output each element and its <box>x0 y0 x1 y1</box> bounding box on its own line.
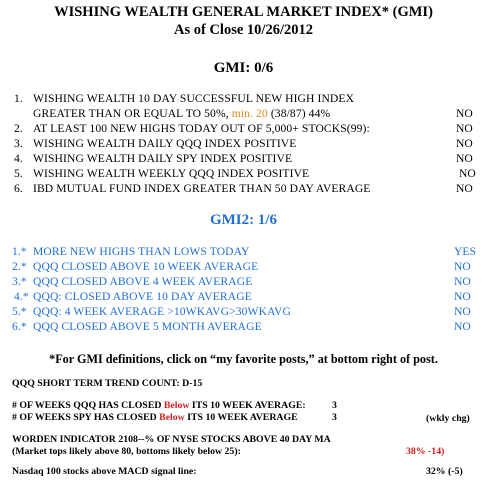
definitions-note: *For GMI definitions, click on “my favorite posts,” at bottom right of post. <box>49 352 438 366</box>
gmi2-item-2-answer: NO <box>454 260 471 273</box>
gmi-item-1-text-b: (38/87) 44% <box>267 107 331 120</box>
gmi2-item-1-answer: YES <box>454 245 476 258</box>
gmi-item-5-num: 5. <box>14 167 23 180</box>
gmi-item-1-answer: NO <box>456 107 473 120</box>
gmi2-item-3-num: 3.* <box>12 275 27 288</box>
gmi-item-1-text: WISHING WEALTH 10 DAY SUCCESSFUL NEW HIGH INDEX <box>33 92 355 105</box>
gmi-item-3-answer: NO <box>456 137 473 150</box>
gmi-item-5-answer: NO <box>459 167 476 180</box>
as-of-date: As of Close 10/26/2012 <box>174 22 313 38</box>
gmi2-item-4-answer: NO <box>454 290 471 303</box>
gmi2-item-4-num: 4.* <box>14 290 29 303</box>
trend-count: QQQ SHORT TERM TREND COUNT: D-15 <box>12 378 203 389</box>
gmi-item-6-num: 6. <box>14 182 23 195</box>
weeks-qqq-label-a: # OF WEEKS QQQ HAS CLOSED <box>12 400 164 411</box>
gmi-item-1-text-line2 <box>33 107 330 120</box>
weeks-qqq-below-word: Below <box>163 400 190 411</box>
weeks-spy-below <box>12 412 298 423</box>
gmi2-item-5-num: 5.* <box>12 305 27 318</box>
page-title: WISHING WEALTH GENERAL MARKET INDEX* (GMI) <box>54 4 433 20</box>
gmi2-item-2-num: 2.* <box>12 260 27 273</box>
gmi2-item-6-text: QQQ CLOSED ABOVE 5 MONTH AVERAGE <box>33 320 262 333</box>
gmi-item-4-answer: NO <box>456 152 473 165</box>
gmi2-item-5-answer: NO <box>454 305 471 318</box>
weeks-qqq-below <box>12 400 306 411</box>
gmi2-item-6-answer: NO <box>454 320 471 333</box>
gmi-item-3-num: 3. <box>14 137 23 150</box>
gmi-item-1-text-a: GREATER THAN OR EQUAL TO 50%, <box>33 107 232 120</box>
gmi-item-4-text: WISHING WEALTH DAILY SPY INDEX POSITIVE <box>33 152 293 165</box>
weeks-qqq-value: 3 <box>332 400 337 411</box>
gmi-item-1-num: 1. <box>14 92 23 105</box>
gmi-item-2-answer: NO <box>456 122 473 135</box>
gmi-item-3-text: WISHING WEALTH DAILY QQQ INDEX POSITIVE <box>33 137 297 150</box>
gmi2-item-3-text: QQQ CLOSED ABOVE 4 WEEK AVERAGE <box>33 275 253 288</box>
weeks-spy-label-a: # OF WEEKS SPY HAS CLOSED <box>12 412 160 423</box>
gmi-item-4-num: 4. <box>14 152 23 165</box>
gmi2-item-4-text: QQQ: CLOSED ABOVE 10 DAY AVERAGE <box>33 290 252 303</box>
weeks-qqq-label-b: ITS 10 WEEK AVERAGE: <box>189 400 306 411</box>
worden-value: 38% -14) <box>406 446 445 457</box>
worden-subtitle: (Market tops likely above 80, bottoms likely below 25): <box>12 446 241 457</box>
weeks-spy-label-b: ITS 10 WEEK AVERAGE <box>184 412 298 423</box>
gmi2-item-5-text: QQQ: 4 WEEK AVERAGE >10WKAVG>30WKAVG <box>33 305 291 318</box>
nasdaq-macd-label: Nasdaq 100 stocks above MACD signal line: <box>12 466 197 477</box>
gmi-item-2-text: AT LEAST 100 NEW HIGHS TODAY OUT OF 5,000+ STOCKS(99): <box>33 122 370 135</box>
gmi-item-5-text: WISHING WEALTH WEEKLY QQQ INDEX POSITIVE <box>33 167 310 180</box>
gmi2-item-1-text: MORE NEW HIGHS THAN LOWS TODAY <box>33 245 250 258</box>
gmi2-item-6-num: 6.* <box>12 320 27 333</box>
gmi2-item-2-text: QQQ CLOSED ABOVE 10 WEEK AVERAGE <box>33 260 259 273</box>
weeks-spy-below-word: Below <box>159 412 185 423</box>
gmi2-item-1-num: 1.* <box>12 245 27 258</box>
gmi-heading: GMI: 0/6 <box>213 60 274 76</box>
gmi-item-2-num: 2. <box>14 122 23 135</box>
gmi-item-1-min: min. 20 <box>231 107 268 120</box>
gmi-item-6-answer: NO <box>456 182 473 195</box>
nasdaq-macd-value: 32% (-5) <box>426 466 463 477</box>
weeks-spy-value: 3 <box>332 412 337 423</box>
gmi-item-6-text: IBD MUTUAL FUND INDEX GREATER THAN 50 DAY AVERAGE <box>33 182 371 195</box>
worden-title: WORDEN INDICATOR 2108--% OF NYSE STOCKS ABOVE 40 DAY MA <box>12 434 331 445</box>
gmi2-heading: GMI2: 1/6 <box>209 212 278 228</box>
gmi2-item-3-answer: NO <box>454 275 471 288</box>
weekly-change-label: (wkly chg) <box>426 413 470 424</box>
